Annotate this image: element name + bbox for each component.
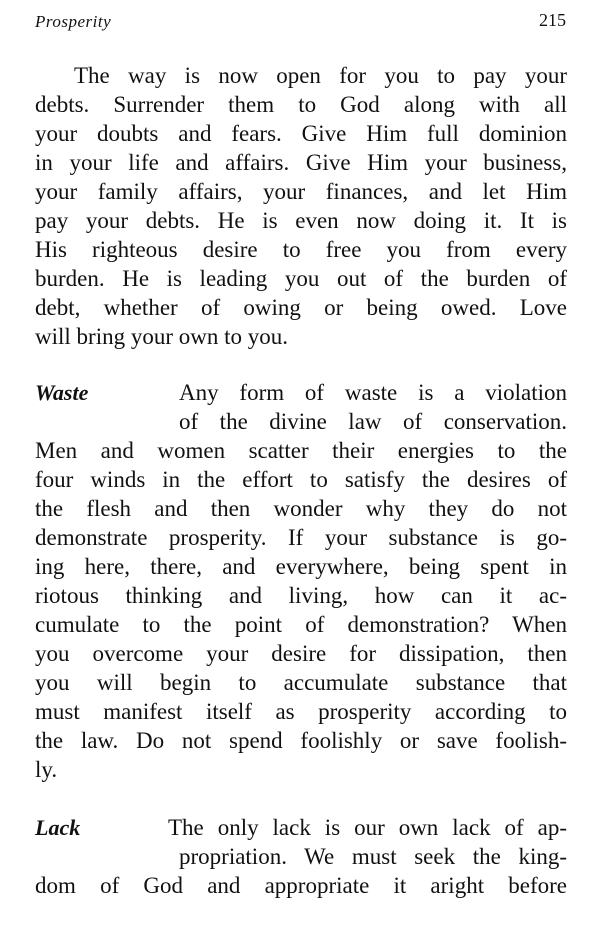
text-line: demonstrate prosperity. If your substance is go- xyxy=(35,525,567,550)
text-line: cumulate to the point of demonstration? When xyxy=(35,612,567,637)
section-label-lack: Lack xyxy=(35,815,81,840)
text-line: ly. xyxy=(35,757,58,782)
text-line: riotous thinking and living, how can it ac- xyxy=(35,583,567,608)
text-line: ing here, there, and everywhere, being spent in xyxy=(35,554,567,579)
text-line: burden. He is leading you out of the burden of xyxy=(35,266,567,291)
text-line: debt, whether of owing or being owed. Love xyxy=(35,295,567,320)
text-line: you will begin to accumulate substance that xyxy=(35,670,567,695)
text-line: your doubts and fears. Give Him full dominion xyxy=(35,121,567,146)
text-line: of the divine law of conservation. xyxy=(179,409,567,434)
section-label-waste: Waste xyxy=(35,380,89,405)
text-line: must manifest itself as prosperity according to xyxy=(35,699,567,724)
running-title: Prosperity xyxy=(35,12,112,31)
text-line: debts. Surrender them to God along with all xyxy=(35,92,567,117)
text-line: dom of God and appropriate it aright before xyxy=(35,873,567,898)
text-line: the law. Do not spend foolishly or save foolish- xyxy=(35,728,567,753)
text-line: your family affairs, your finances, and let Him xyxy=(35,179,567,204)
text-line: will bring your own to you. xyxy=(35,324,288,349)
text-line: you overcome your desire for dissipation, then xyxy=(35,641,567,666)
text-line: in your life and affairs. Give Him your business, xyxy=(35,150,567,175)
text-line: four winds in the effort to satisfy the desires of xyxy=(35,467,567,492)
text-line: Any form of waste is a violation xyxy=(179,380,567,405)
text-line: pay your debts. He is even now doing it. It is xyxy=(35,208,567,233)
text-line: The way is now open for you to pay your xyxy=(74,63,567,88)
text-line: Men and women scatter their energies to the xyxy=(35,438,567,463)
text-line: The only lack is our own lack of ap- xyxy=(168,815,567,840)
text-line: the flesh and then wonder why they do not xyxy=(35,496,567,521)
text-line: propriation. We must seek the king- xyxy=(179,844,567,869)
text-line: His righteous desire to free you from every xyxy=(35,237,567,262)
page-number: 215 xyxy=(539,10,566,30)
